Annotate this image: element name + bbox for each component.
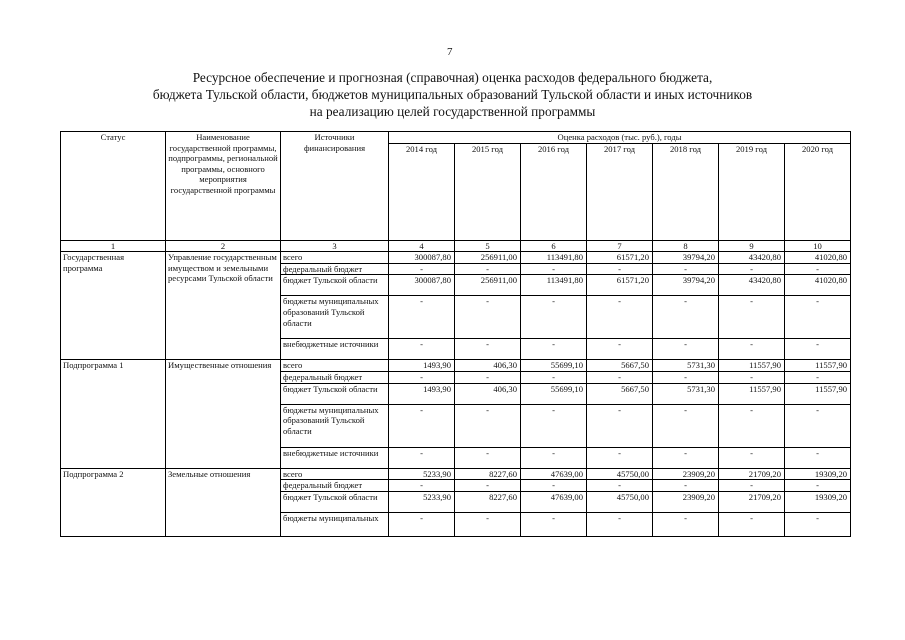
value-cell: 406,30 <box>455 383 521 404</box>
header-year: 2014 год <box>389 143 455 240</box>
value-cell: 5731,30 <box>653 360 719 372</box>
dash-cell: - <box>521 339 587 360</box>
program-name-cell: Земельные отношения <box>166 468 281 536</box>
dash-cell: - <box>587 371 653 383</box>
dash-cell: - <box>521 263 587 275</box>
dash-cell: - <box>455 512 521 536</box>
title-line: бюджета Тульской области, бюджетов муниципальных образований Тульской области и иных источников <box>152 87 753 102</box>
column-number: 5 <box>455 240 521 252</box>
header-estimate: Оценка расходов (тыс. руб.), годы <box>389 132 851 144</box>
dash-cell: - <box>719 480 785 492</box>
dash-cell: - <box>389 480 455 492</box>
dash-cell: - <box>521 480 587 492</box>
source-cell: бюджет Тульской области <box>281 383 389 404</box>
value-cell: 39794,20 <box>653 275 719 296</box>
dash-cell: - <box>785 371 851 383</box>
dash-cell: - <box>389 404 455 447</box>
column-number: 9 <box>719 240 785 252</box>
page-number: 7 <box>447 46 453 58</box>
column-number: 4 <box>389 240 455 252</box>
column-number: 7 <box>587 240 653 252</box>
dash-cell: - <box>455 296 521 339</box>
value-cell: 43420,80 <box>719 252 785 264</box>
dash-cell: - <box>455 480 521 492</box>
dash-cell: - <box>587 512 653 536</box>
dash-cell: - <box>785 263 851 275</box>
value-cell: 43420,80 <box>719 275 785 296</box>
value-cell: 11557,90 <box>785 360 851 372</box>
dash-cell: - <box>389 371 455 383</box>
header-year: 2015 год <box>455 143 521 240</box>
dash-cell: - <box>785 480 851 492</box>
dash-cell: - <box>521 371 587 383</box>
source-cell: федеральный бюджет <box>281 371 389 383</box>
source-cell: бюджет Тульской области <box>281 491 389 512</box>
column-number: 6 <box>521 240 587 252</box>
dash-cell: - <box>719 404 785 447</box>
value-cell: 55699,10 <box>521 383 587 404</box>
dash-cell: - <box>719 447 785 468</box>
value-cell: 1493,90 <box>389 383 455 404</box>
dash-cell: - <box>653 339 719 360</box>
value-cell: 45750,00 <box>587 491 653 512</box>
program-name-cell: Управление государственным имуществом и земельными ресурсами Тульской области <box>166 252 281 360</box>
source-cell: всего <box>281 252 389 264</box>
dash-cell: - <box>455 447 521 468</box>
dash-cell: - <box>653 447 719 468</box>
value-cell: 113491,80 <box>521 275 587 296</box>
value-cell: 300087,80 <box>389 275 455 296</box>
value-cell: 5233,90 <box>389 491 455 512</box>
value-cell: 47639,00 <box>521 491 587 512</box>
header-year: 2019 год <box>719 143 785 240</box>
dash-cell: - <box>587 339 653 360</box>
table-row <box>61 468 851 480</box>
value-cell: 256911,00 <box>455 252 521 264</box>
source-cell: федеральный бюджет <box>281 263 389 275</box>
status-cell: Подпрограмма 2 <box>61 468 166 536</box>
status-cell: Подпрограмма 1 <box>61 360 166 468</box>
value-cell: 21709,20 <box>719 491 785 512</box>
value-cell: 45750,00 <box>587 468 653 480</box>
dash-cell: - <box>719 339 785 360</box>
dash-cell: - <box>653 404 719 447</box>
value-cell: 19309,20 <box>785 468 851 480</box>
dash-cell: - <box>389 339 455 360</box>
value-cell: 21709,20 <box>719 468 785 480</box>
source-cell: бюджеты муниципальных <box>281 512 389 536</box>
value-cell: 23909,20 <box>653 468 719 480</box>
value-cell: 8227,60 <box>455 468 521 480</box>
value-cell: 11557,90 <box>785 383 851 404</box>
value-cell: 5667,50 <box>587 360 653 372</box>
dash-cell: - <box>785 512 851 536</box>
column-number: 8 <box>653 240 719 252</box>
value-cell: 61571,20 <box>587 252 653 264</box>
source-cell: внебюджетные источники <box>281 447 389 468</box>
value-cell: 47639,00 <box>521 468 587 480</box>
dash-cell: - <box>521 512 587 536</box>
column-number: 2 <box>166 240 281 252</box>
title-line: на реализацию целей государственной программы <box>309 104 596 119</box>
header-sources: Источники финансирования <box>281 132 389 241</box>
dash-cell: - <box>653 371 719 383</box>
source-cell: бюджеты муниципальных образований Тульской области <box>281 296 389 339</box>
column-number: 10 <box>785 240 851 252</box>
table-row <box>61 360 851 372</box>
header-year: 2017 год <box>587 143 653 240</box>
column-number: 1 <box>61 240 166 252</box>
dash-cell: - <box>653 263 719 275</box>
dash-cell: - <box>389 263 455 275</box>
dash-cell: - <box>389 296 455 339</box>
value-cell: 256911,00 <box>455 275 521 296</box>
dash-cell: - <box>785 447 851 468</box>
value-cell: 300087,80 <box>389 252 455 264</box>
value-cell: 41020,80 <box>785 252 851 264</box>
source-cell: бюджет Тульской области <box>281 275 389 296</box>
value-cell: 41020,80 <box>785 275 851 296</box>
dash-cell: - <box>455 404 521 447</box>
dash-cell: - <box>389 447 455 468</box>
source-cell: всего <box>281 468 389 480</box>
source-cell: внебюджетные источники <box>281 339 389 360</box>
column-number-row <box>61 240 851 252</box>
value-cell: 406,30 <box>455 360 521 372</box>
value-cell: 39794,20 <box>653 252 719 264</box>
dash-cell: - <box>587 480 653 492</box>
dash-cell: - <box>455 263 521 275</box>
dash-cell: - <box>587 296 653 339</box>
value-cell: 55699,10 <box>521 360 587 372</box>
value-cell: 1493,90 <box>389 360 455 372</box>
dash-cell: - <box>719 512 785 536</box>
value-cell: 5233,90 <box>389 468 455 480</box>
value-cell: 61571,20 <box>587 275 653 296</box>
value-cell: 19309,20 <box>785 491 851 512</box>
header-year: 2016 год <box>521 143 587 240</box>
dash-cell: - <box>785 404 851 447</box>
dash-cell: - <box>719 263 785 275</box>
dash-cell: - <box>587 404 653 447</box>
status-cell: Государственная программа <box>61 252 166 360</box>
dash-cell: - <box>719 296 785 339</box>
header-name: Наименование государственной программы, подпрограммы, региональной программы, основного мероприятия государственной программы <box>166 132 281 241</box>
value-cell: 11557,90 <box>719 383 785 404</box>
dash-cell: - <box>785 296 851 339</box>
budget-table <box>60 131 851 537</box>
source-cell: всего <box>281 360 389 372</box>
value-cell: 8227,60 <box>455 491 521 512</box>
dash-cell: - <box>521 447 587 468</box>
dash-cell: - <box>587 447 653 468</box>
table-row <box>61 252 851 264</box>
dash-cell: - <box>653 480 719 492</box>
source-cell: бюджеты муниципальных образований Тульской области <box>281 404 389 447</box>
dash-cell: - <box>653 512 719 536</box>
header-status: Статус <box>61 132 166 241</box>
title-line: Ресурсное обеспечение и прогнозная (справочная) оценка расходов федерального бюджета, <box>192 70 713 85</box>
value-cell: 23909,20 <box>653 491 719 512</box>
value-cell: 5731,30 <box>653 383 719 404</box>
value-cell: 11557,90 <box>719 360 785 372</box>
value-cell: 5667,50 <box>587 383 653 404</box>
dash-cell: - <box>389 512 455 536</box>
header-year: 2020 год <box>785 143 851 240</box>
source-cell: федеральный бюджет <box>281 480 389 492</box>
value-cell: 113491,80 <box>521 252 587 264</box>
dash-cell: - <box>653 296 719 339</box>
dash-cell: - <box>719 371 785 383</box>
program-name-cell: Имущественные отношения <box>166 360 281 468</box>
document-title <box>60 69 845 120</box>
dash-cell: - <box>521 404 587 447</box>
column-number: 3 <box>281 240 389 252</box>
dash-cell: - <box>521 296 587 339</box>
dash-cell: - <box>455 371 521 383</box>
header-year: 2018 год <box>653 143 719 240</box>
dash-cell: - <box>785 339 851 360</box>
dash-cell: - <box>587 263 653 275</box>
dash-cell: - <box>455 339 521 360</box>
